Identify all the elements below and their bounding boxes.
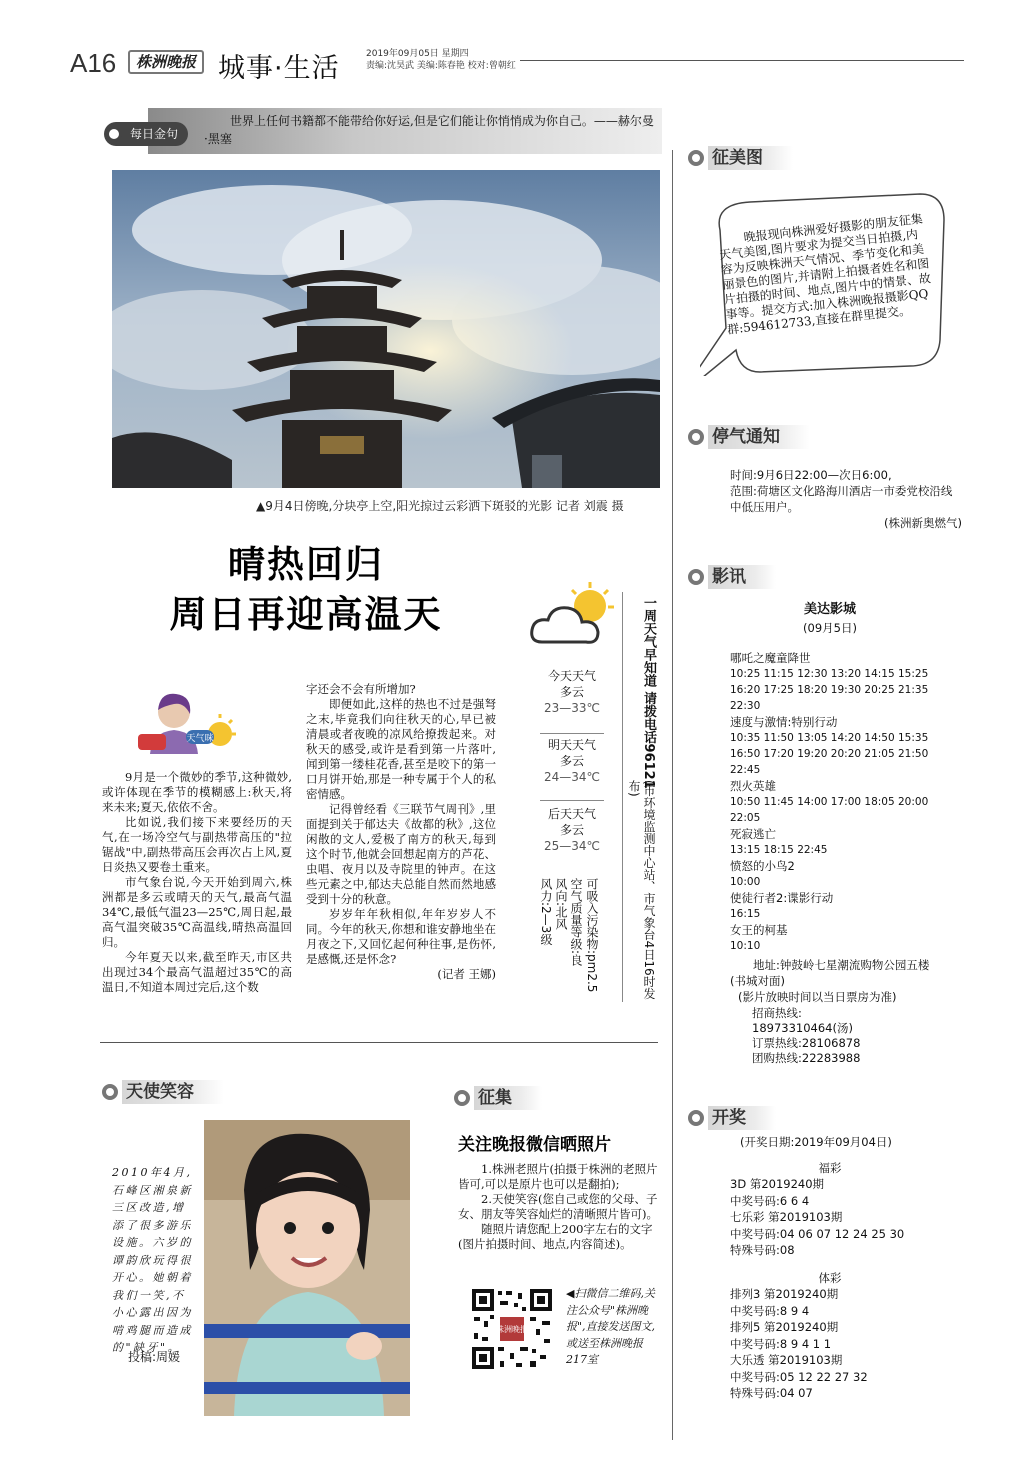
angel-smile-credit: 投稿:周媛 xyxy=(128,1350,181,1364)
quote-text: 世界上任何书籍都不能带给你好运,但是它们能让你悄悄成为你自己。——赫尔曼·黑塞 xyxy=(204,114,654,146)
wechat-qr-code[interactable] xyxy=(470,1287,554,1371)
quote-tag: 每日金句 xyxy=(104,122,188,146)
outage-source: (株洲新奥燃气) xyxy=(884,516,962,530)
invest-label: 招商热线: xyxy=(752,1006,802,1020)
lottery-line: 中奖号码:8 9 4 xyxy=(730,1303,810,1318)
section-label: 征美图 xyxy=(708,146,793,170)
article-paragraph: 字还会不会有所增加? xyxy=(306,682,416,696)
wind-direction: 风向:北风 xyxy=(554,878,568,931)
film-times: 10:25 11:15 12:30 13:20 14:15 15:25 16:20 17:25 18:20 19:30 20:25 21:35 22:30 xyxy=(730,668,929,712)
article-paragraph: 即便如此,这样的热也不过是强弩之末,毕竟我们向往秋天的心,早已被清晨或者夜晚的凉风给撩拨起来。对秋天的感受,或许是看到第一片落叶,闻到第一缕桂花香,甚至是咬下的第一口月饼开始,那是一种专属于个人的私密情感。 xyxy=(306,697,496,801)
wind-force: 风力:2—3级 xyxy=(539,878,553,946)
cinema-name: 美达影城 xyxy=(803,602,856,617)
weather-divider xyxy=(540,800,604,801)
quote-tag-bullet xyxy=(106,126,122,142)
cloudy-sun-icon xyxy=(528,580,620,650)
weather-tomorrow-temp: 24—34℃ xyxy=(543,770,600,784)
header-editors: 责编:沈昊武 美编:陈春艳 校对:曾朝红 xyxy=(366,61,516,71)
weather-after-label: 后天天气 xyxy=(547,807,596,821)
lottery-line: 排列5 第2019240期 xyxy=(730,1320,839,1334)
weather-tomorrow xyxy=(536,737,608,785)
section-label: 停气通知 xyxy=(708,425,810,449)
section-photo-call xyxy=(688,146,793,170)
section-bullet-icon xyxy=(688,429,704,445)
weather-hotline: 一周天气早知道 请拨电话96121 xyxy=(641,596,656,789)
film-title: 哪吒之魔童降世 xyxy=(730,651,811,665)
weather-source: (市环境监测中心站、市气象台4日16时发布) xyxy=(627,780,656,1000)
photo-caption: ▲9月4日傍晚,分块亭上空,阳光掠过云彩洒下斑驳的光影 记者 刘震 摄 xyxy=(256,499,624,513)
article-paragraph: 今年夏天以来,截至昨天,市区共出现过34个最高气温超过35℃的高温日,不知道本周过完后,这个数 xyxy=(102,950,292,994)
invest-phone: 18973310464(汤) xyxy=(752,1021,853,1035)
angel-smile-text: 2010年4月,石峰区湘泉新三区改造,增添了很多游乐设施。六岁的谭韵欣玩得很开心。她朝着我们一笑,不小心露出因为啃鸡腿而造成的"缺牙"。 xyxy=(112,1166,193,1354)
cinema-note: (影片放映时间以当日票房为准) xyxy=(738,990,897,1004)
weather-vertical-rule xyxy=(622,592,623,1002)
article-paragraph: 记得曾经看《三联节气周刊》,里面提到关于郁达夫《故都的秋》,这位闲散的文人,爱极了南方的秋天,每到这个时节,他就会回想起南方的芦花、虫唱、夜月以及寺院里的钟声。在这些元素之中,郁达夫总能自然而然地感受到十分的秋意。 xyxy=(306,802,496,906)
cinema-date: (09月5日) xyxy=(803,621,857,635)
headline-line2: 周日再迎高温天 xyxy=(169,593,443,636)
weather-after-cond: 多云 xyxy=(559,823,584,837)
section-label: 影讯 xyxy=(708,565,776,589)
qr-code-icon xyxy=(470,1287,554,1371)
headline xyxy=(136,540,476,640)
lottery-ticai-list xyxy=(730,1286,950,1402)
header-meta xyxy=(366,48,516,72)
columnist-avatar-icon xyxy=(136,690,240,756)
lottery-fucai-list xyxy=(730,1176,950,1259)
section-outage xyxy=(688,425,810,449)
lottery-line: 中奖号码:8 9 4 1 1 xyxy=(730,1336,832,1351)
lottery-fucai: 福彩 xyxy=(818,1161,842,1175)
film-list xyxy=(730,650,936,954)
weather-after-temp: 25—34℃ xyxy=(543,839,600,853)
section-label: 开奖 xyxy=(708,1106,776,1130)
section-label: 天使笑容 xyxy=(122,1080,224,1104)
section-bullet-icon xyxy=(688,569,704,585)
section-bullet-icon xyxy=(454,1090,470,1106)
lottery-line: 3D 第2019240期 xyxy=(730,1177,825,1191)
section-title: 城事·生活 xyxy=(218,53,340,84)
film-times: 10:35 11:50 13:05 14:20 14:50 15:35 16:50 17:20 19:20 20:20 21:05 21:50 22:45 xyxy=(730,732,929,776)
film-title: 烈火英雄 xyxy=(730,779,776,793)
qr-logo-text: 株洲晚报 xyxy=(496,1325,528,1334)
film-title: 使徒行者2:谍影行动 xyxy=(730,891,834,905)
air-quality: 空气质量等级:良 xyxy=(569,878,583,967)
collect-item: 1.株洲老照片(拍摄于株洲的老照片皆可,可以是原片也可以是翻拍); xyxy=(458,1162,658,1191)
weather-divider xyxy=(540,733,604,734)
lottery-ticai: 体彩 xyxy=(818,1271,842,1285)
article-column-1 xyxy=(102,770,292,995)
article-byline: (记者 王娜) xyxy=(437,967,496,981)
article-paragraph: 比如说,我们接下来要经历的天气,在一场冷空气与副热带高压的"拉锯战"中,副热带高压会再次占上风,夏日炎热又要卷土重来。 xyxy=(102,815,292,874)
weather-tomorrow-cond: 多云 xyxy=(559,754,584,768)
article-paragraph: 市气象台说,今天开始到周六,株洲都是多云或晴天的天气,最高气温34℃,最低气温23—25℃,周日起,最高气温突破35℃高温线,晴热高温回归。 xyxy=(102,875,292,949)
film-title: 女王的柯基 xyxy=(730,923,788,937)
weather-today xyxy=(536,668,608,716)
film-times: 10:50 11:45 14:00 17:00 18:05 20:00 22:05 xyxy=(730,796,929,824)
newspaper-logo: 株洲晚报 xyxy=(128,50,204,74)
section-movies xyxy=(688,565,776,589)
section-collect xyxy=(454,1086,542,1110)
horizontal-rule xyxy=(100,1042,658,1043)
weather-today-cond: 多云 xyxy=(559,685,584,699)
film-times: 10:10 xyxy=(730,940,761,952)
group-phone: 团购热线:22283988 xyxy=(752,1051,861,1065)
lottery-line: 大乐透 第2019103期 xyxy=(730,1353,843,1367)
lottery-line: 七乐彩 第2019103期 xyxy=(730,1210,843,1224)
collect-title: 关注晚报微信晒照片 xyxy=(458,1135,611,1155)
film-times: 16:15 xyxy=(730,908,761,920)
lottery-line: 特殊号码:04 07 xyxy=(730,1386,813,1400)
section-bullet-icon xyxy=(102,1084,118,1100)
film-times: 13:15 18:15 22:45 xyxy=(730,844,828,856)
lottery-line: 中奖号码:04 06 07 12 24 25 30 xyxy=(730,1226,905,1241)
film-title: 死寂逃亡 xyxy=(730,827,776,841)
outage-scope: 范围:荷塘区文化路海川酒店一市委党校沿线中低压用户。 xyxy=(730,484,953,514)
film-title: 速度与激情:特别行动 xyxy=(730,715,838,729)
cinema-address: 地址:钟鼓岭七星潮流购物公园五楼(书城对面) xyxy=(730,958,930,988)
film-times: 10:00 xyxy=(730,876,761,888)
weather-after xyxy=(536,806,608,854)
lottery-line: 中奖号码:6 6 4 xyxy=(730,1193,810,1208)
lottery-line: 中奖号码:05 12 22 27 32 xyxy=(730,1369,868,1384)
lottery-line: 排列3 第2019240期 xyxy=(730,1287,839,1301)
section-angel-smile xyxy=(102,1080,224,1104)
child-illustration xyxy=(204,1120,410,1416)
pagoda-photo xyxy=(112,170,660,488)
booking-phone: 订票热线:28106878 xyxy=(752,1036,861,1050)
header-date: 2019年09月05日 星期四 xyxy=(366,49,469,59)
weather-today-label: 今天天气 xyxy=(547,669,596,683)
columnist-name: 天气咪 xyxy=(186,734,214,744)
collect-body xyxy=(458,1162,660,1252)
page-number: A16 xyxy=(70,48,117,78)
outage-time: 时间:9月6日22:00—次日6:00, xyxy=(730,468,892,482)
pollutant: 可吸入污染物:pm2.5 xyxy=(585,878,599,993)
section-label: 征集 xyxy=(474,1086,542,1110)
pagoda-illustration xyxy=(112,170,660,488)
qr-instruction: ◀扫微信二维码,关注公众号"株洲晚报",直接发送图文,或送至株洲晚报217室 xyxy=(566,1287,656,1366)
headline-line1: 晴热回归 xyxy=(228,543,384,586)
film-title: 愤怒的小鸟2 xyxy=(730,859,795,873)
collect-item: 2.天使笑容(您自己或您的父母、子女、朋友等笑容灿烂的清晰照片皆可)。 xyxy=(458,1192,658,1221)
column-divider xyxy=(672,150,673,1440)
weather-today-temp: 23—33℃ xyxy=(543,701,600,715)
header-rule xyxy=(520,60,964,61)
section-bullet-icon xyxy=(688,1110,704,1126)
photo-call-text: 晚报现向株洲爱好摄影的朋友征集天气美图,图片要求为提交当日拍摄,内容为反映株洲天气情况、季节变化和美丽景色的图片,并请附上拍摄者姓名和图片拍摄的时间、地点,图片中的情景、故事等。提交方式:加入株洲晚报摄影QQ群:594612733,直接在群里提交。 xyxy=(718,211,932,337)
article-paragraph: 岁岁年年秋相似,年年岁岁人不同。今年的秋天,你想和谁安静地坐在月夜之下,又回忆起何种往事,是伤怀,是感慨,还是怀念? xyxy=(306,907,496,966)
article-paragraph: 9月是一个微妙的季节,这种微妙,或许体现在季节的模糊感上:秋天,将来未来;夏天,依依不舍。 xyxy=(102,770,292,814)
child-photo xyxy=(204,1120,410,1416)
collect-item: 随照片请您配上200字左右的文字(图片拍摄时间、地点,内容简述)。 xyxy=(458,1222,653,1251)
lottery-date: (开奖日期:2019年09月04日) xyxy=(740,1135,892,1149)
article-column-2 xyxy=(306,682,496,982)
lottery-line: 特殊号码:08 xyxy=(730,1243,795,1257)
section-lottery xyxy=(688,1106,776,1130)
weather-tomorrow-label: 明天天气 xyxy=(547,738,596,752)
section-bullet-icon xyxy=(688,150,704,166)
